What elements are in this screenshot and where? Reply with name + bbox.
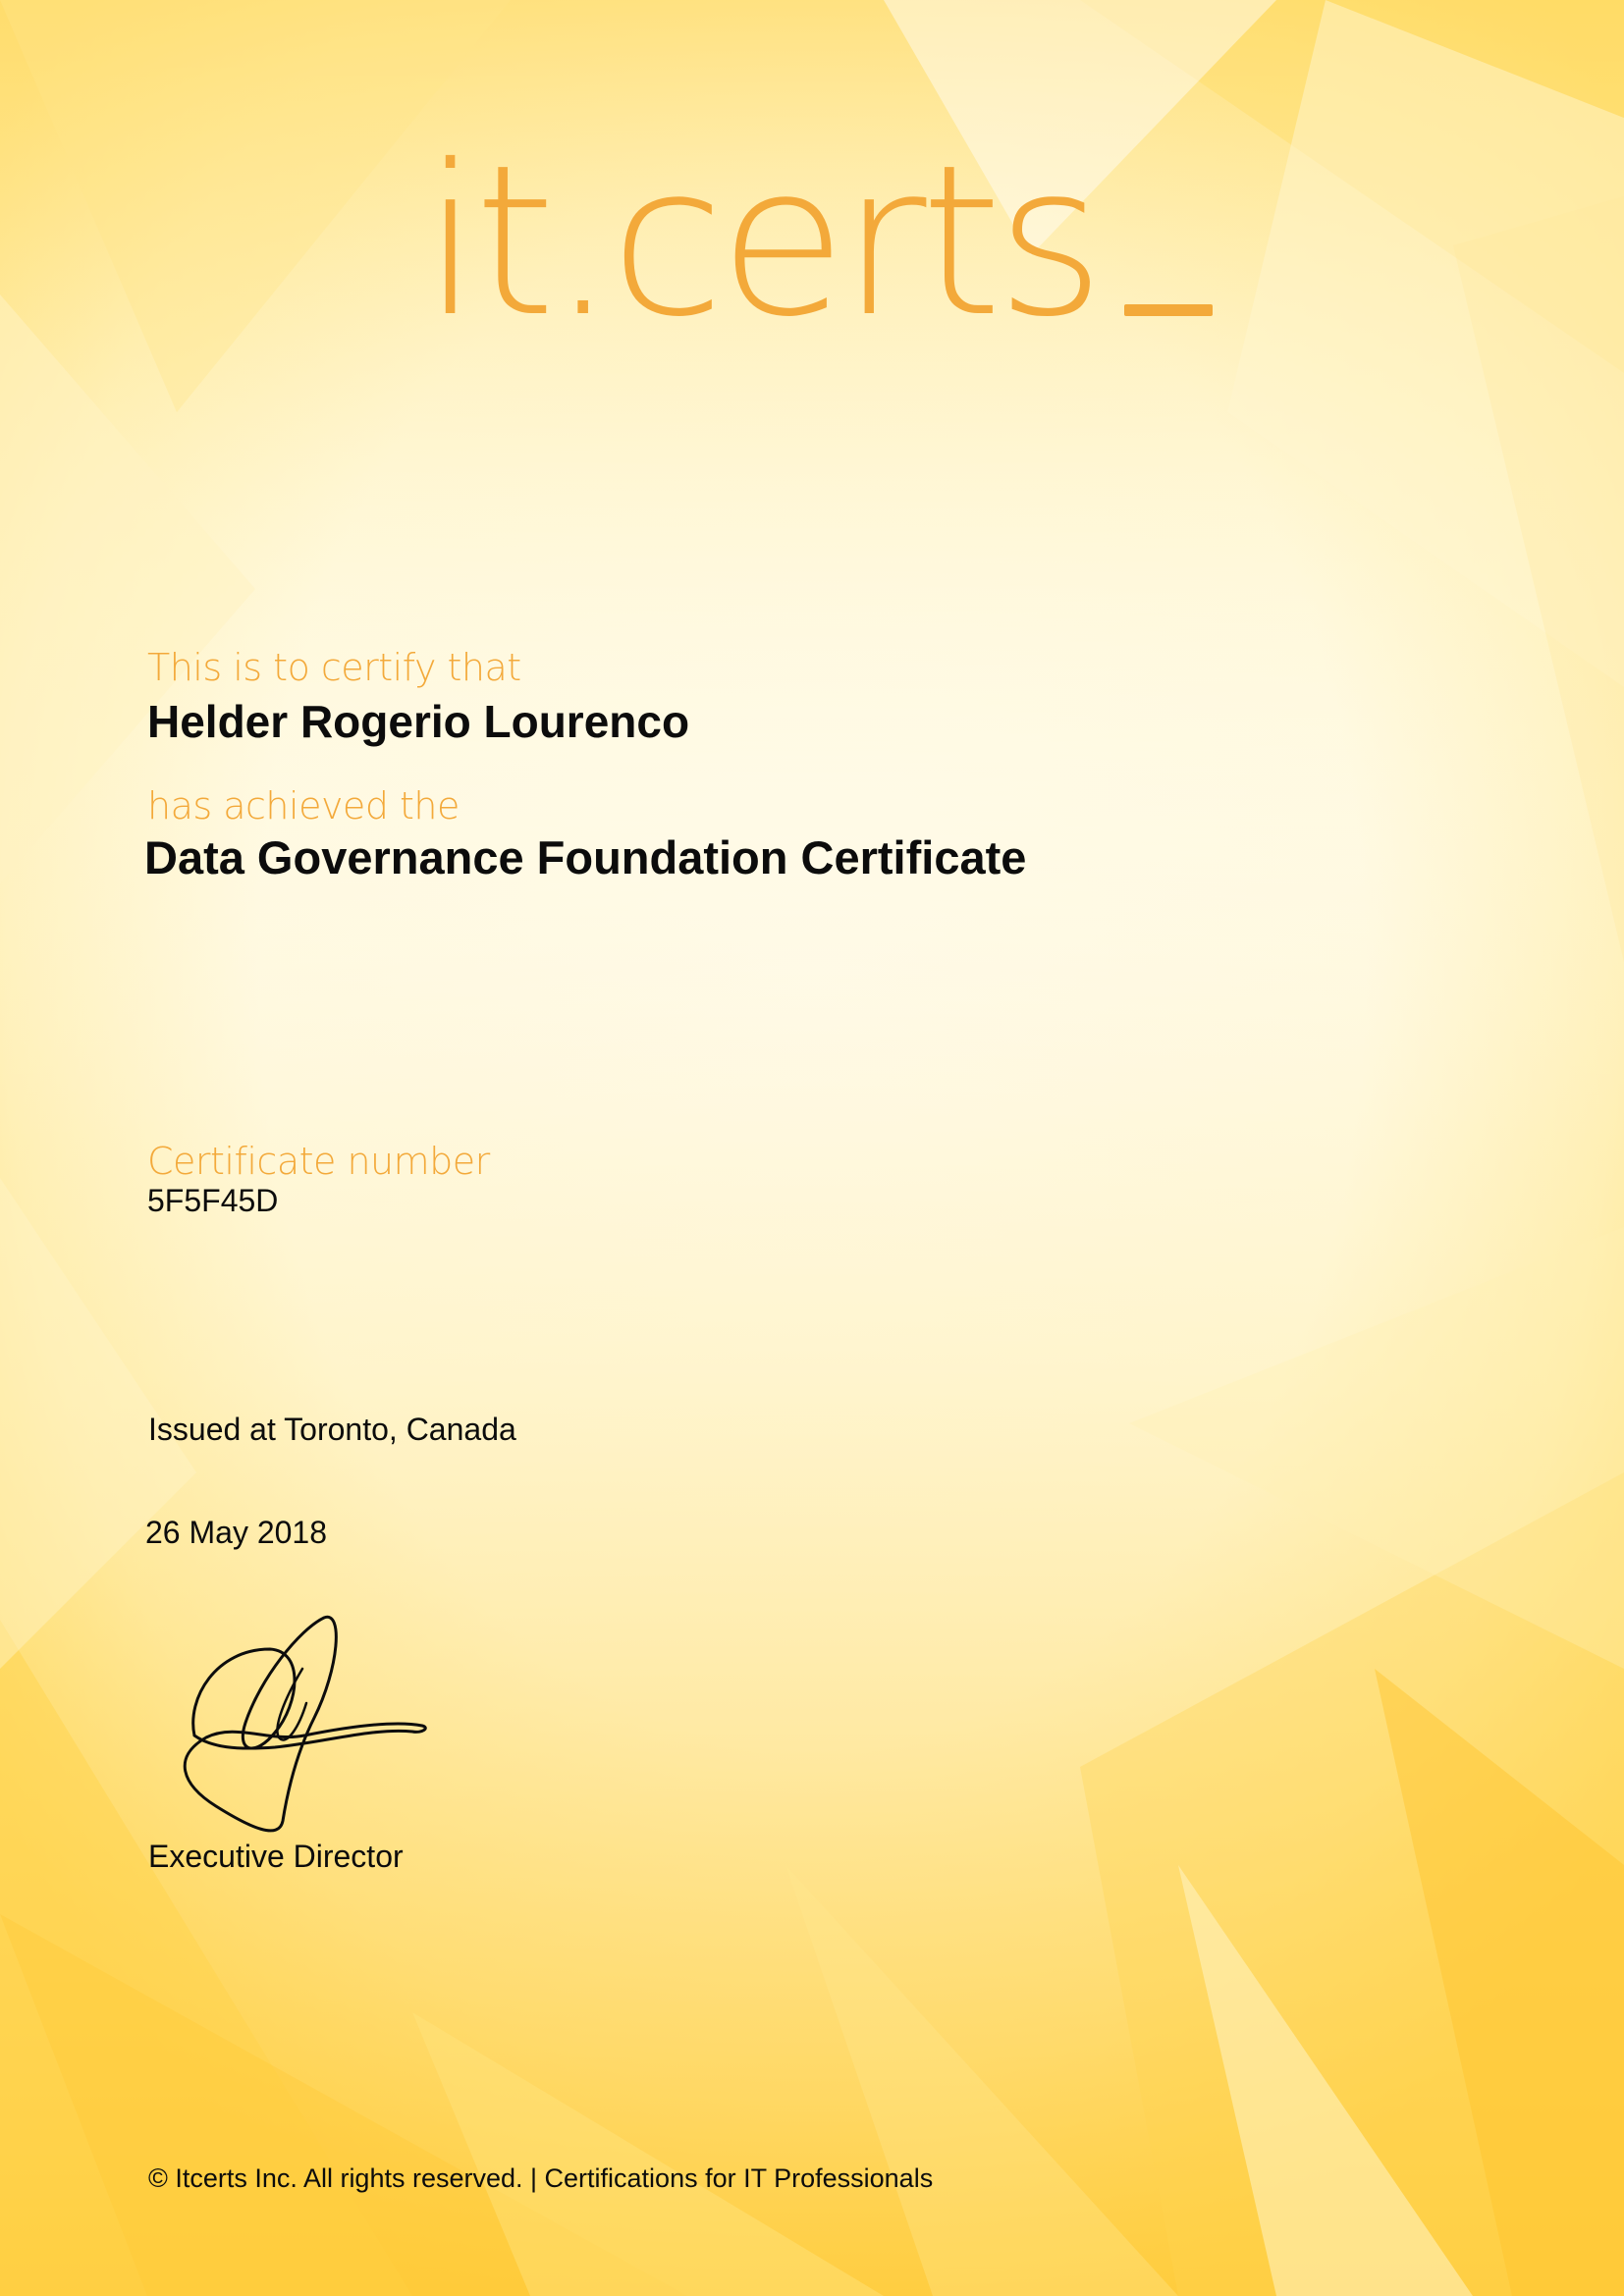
recipient-name: Helder Rogerio Lourenco <box>147 696 690 747</box>
signature-image <box>177 1610 432 1836</box>
logo-wordmark: it.certs <box>422 120 1100 362</box>
issue-date: 26 May 2018 <box>145 1515 328 1550</box>
logo-underscore-mark <box>1124 304 1213 316</box>
footer-copyright: © Itcerts Inc. All rights reserved. | Certifications for IT Professionals <box>148 2163 934 2193</box>
certify-label: This is to certify that <box>147 646 521 689</box>
certificate-number-label: Certificate number <box>147 1140 490 1183</box>
certificate-title: Data Governance Foundation Certificate <box>144 831 1027 883</box>
achieved-label: has achieved the <box>147 784 460 828</box>
certificate-number: 5F5F45D <box>147 1183 279 1218</box>
issued-location: Issued at Toronto, Canada <box>148 1412 516 1447</box>
signatory-title: Executive Director <box>148 1839 404 1874</box>
itcerts-logo <box>422 120 1237 362</box>
